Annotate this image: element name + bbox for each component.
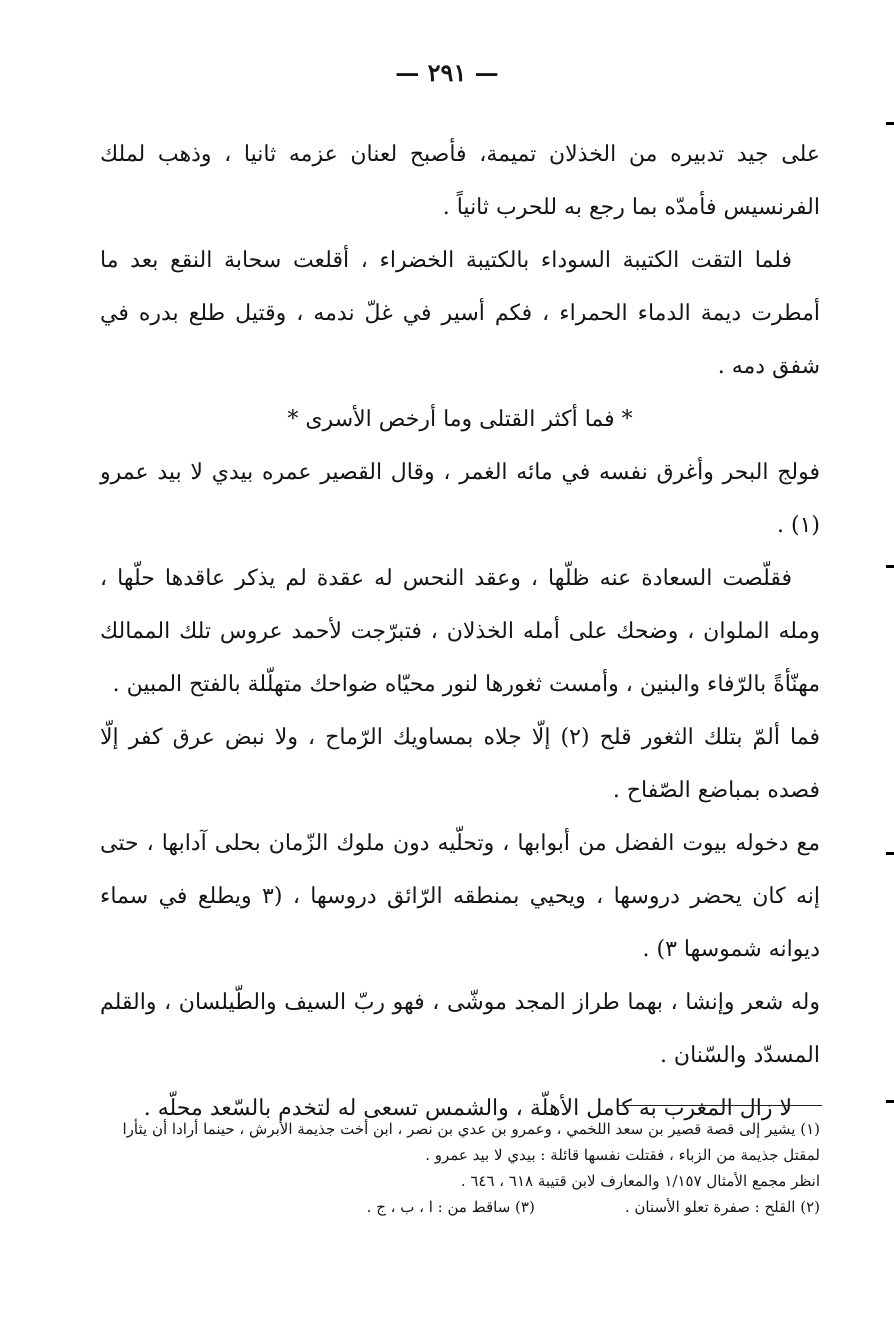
page-number: — ٢٩١ — (395, 58, 499, 87)
paragraph-5: فما ألمّ بتلك الثغور قلح (٢) إلّا جلاه بمساويك الرّماح ، ولا نبض عرق كفر إلّا فصده بمباضع الصّفاح . (100, 725, 820, 803)
main-text (100, 128, 820, 1135)
footnote-2: (٢) القلح : صفرة تعلو الأسنان . (624, 1198, 820, 1216)
footnote-1: (١) يشير إلى قصة قصير بن سعد اللخمي ، وعمرو بن عدي بن نصر ، ابن أخت جذيمة الأبرش ، حينما أرادا أن يثأرا لمقتل جذيمة من الزباء ، فقتلت نفسها قائلة : بيدي لا بيد عمرو . (122, 1120, 820, 1164)
footnotes-2-3 (100, 1194, 820, 1220)
page-edge-mark (886, 1100, 894, 1103)
paragraph-1: على جيد تدبيره من الخذلان تميمة، فأصبح لعنان عزمه ثانيا ، وذهب لملك الفرنسيس فأمدّه بما رجع به للحرب ثانياً . (100, 142, 820, 220)
paragraph-6: مع دخوله بيوت الفضل من أبوابها ، وتحلّيه دون ملوك الزّمان بحلى آدابها ، حتى إنه كان يحضر دروسها ، ويحيي بمنطقه الرّائق دروسها ، (٣ ويطلع في سماء ديوانه شموسها ٣) . (100, 831, 820, 962)
page-edge-mark (886, 852, 894, 855)
paragraph-4: فقلّصت السعادة عنه ظلّها ، وعقد النحس له عقدة لم يذكر عاقدها حلّها ، ومله الملوان ، وضحك على أمله الخذلان ، فتبرّجت لأحمد عروس تلك الممالك مهنّأةً بالرّفاء والبنين ، وأمست ثغورها لنور محيّاه ضواحك متهلّلة بالفتح المبين . (100, 566, 820, 697)
paragraph-3: فولج البحر وأغرق نفسه في مائه الغمر ، وقال القصير عمره بيدي لا بيد عمرو (١) . (100, 460, 820, 538)
page-edge-mark (886, 565, 894, 568)
verse-line: * فما أكثر القتلى وما أرخص الأسرى * (287, 407, 633, 432)
page-edge-mark (886, 122, 894, 125)
footnotes (100, 1116, 820, 1220)
paragraph-7: وله شعر وإنشا ، بهما طراز المجد موشّى ، فهو ربّ السيف والطّيلسان ، والقلم المسدّد والسّنان . (100, 990, 820, 1068)
paragraph-8: لا زال المغرب به كامل الأهلّة ، والشمس تسعى له لتخدم بالسّعد محلّه . (143, 1096, 792, 1121)
footnote-1-reference: انظر مجمع الأمثال ١/١٥٧ والمعارف لابن قتيبة ٦١٨ ، ٦٤٦ . (460, 1172, 820, 1190)
paragraph-2: فلما التقت الكتيبة السوداء بالكتيبة الخضراء ، أقلعت سحابة النقع بعد ما أمطرت ديمة الدماء الحمراء ، فكم أسير في غلّ ندمه ، وقتيل طلع بدره في شفق دمه . (100, 248, 820, 379)
footnote-divider (618, 1105, 822, 1106)
footnote-3: (٣) ساقط من : ا ، ب ، ج . (366, 1198, 535, 1216)
